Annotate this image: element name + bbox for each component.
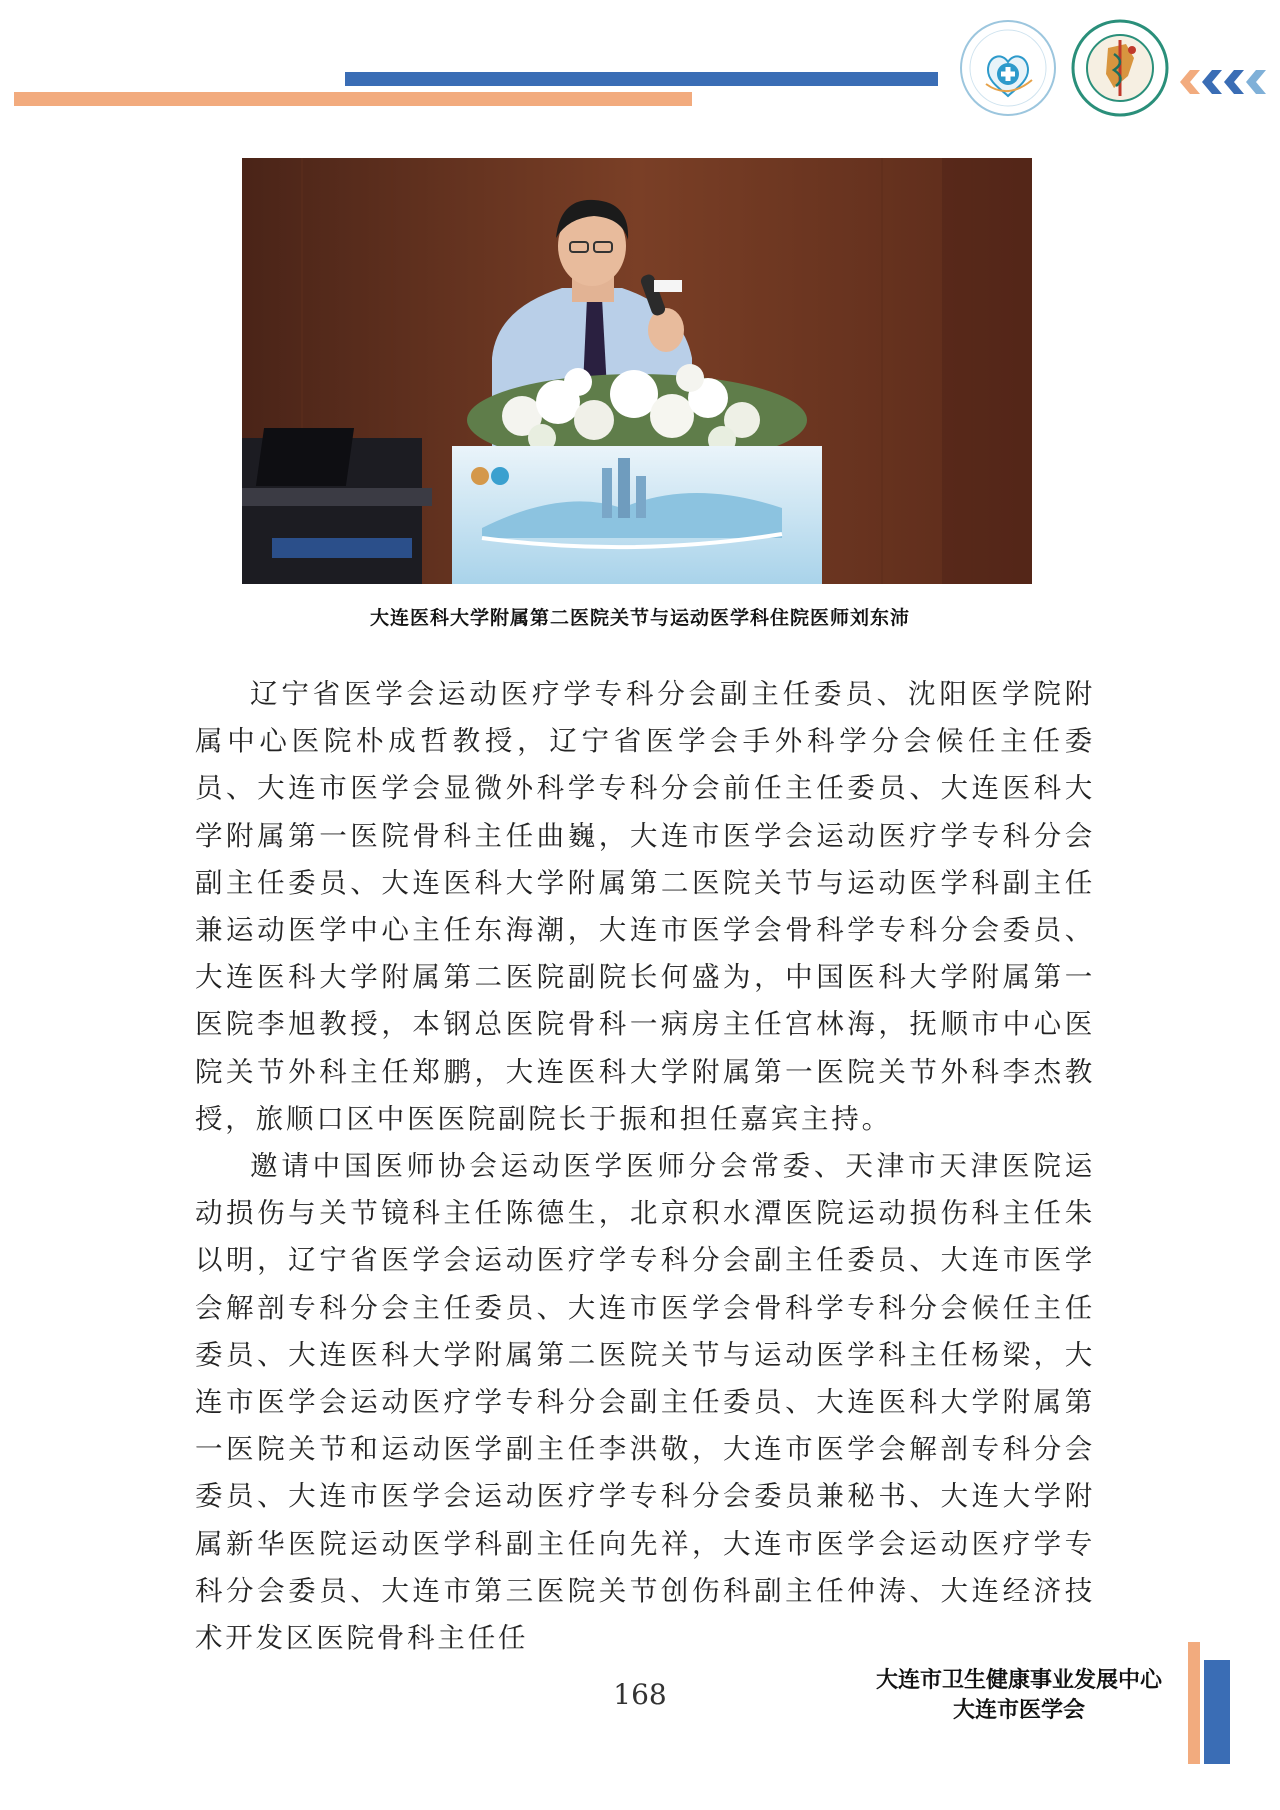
paragraph: 邀请中国医师协会运动医学医师分会常委、天津市天津医院运动损伤与关节镜科主任陈德生，北京积水潭医院运动损伤科主任朱以明，辽宁省医学会运动医疗学专科分会副主任委员、大连市医学会解剖专科分会主任委员、大连市医学会骨科学专科分会候任主任委员、大连医科大学附属第二医院关节与运动医学科主任杨梁，大连市医学会运动医疗学专科分会副主任委员、大连医科大学附属第一医院关节和运动医学副主任李洪敬，大连市医学会解剖专科分会委员、大连市医学会运动医疗学专科分会委员兼秘书、大连大学附属新华医院运动医学科副主任向先祥，大连市医学会运动医疗学专科分会委员、大连市第三医院关节创伤科副主任仲涛、大连经济技术开发区医院骨科主任任: [195, 1150, 1095, 1655]
speaker-photo: [242, 158, 1032, 584]
footer-organization: [876, 1666, 1162, 1726]
page-number: 168: [613, 1678, 667, 1711]
footer-blue-bar: [1204, 1660, 1230, 1764]
health-center-logo: [958, 18, 1058, 118]
footer-org-line-2: 大连市医学会: [952, 1698, 1085, 1723]
chevron-left-icons: [1180, 68, 1270, 96]
photo-caption: 大连医科大学附属第二医院关节与运动医学科住院医师刘东沛: [369, 607, 910, 629]
paragraph: 辽宁省医学会运动医疗学专科分会副主任委员、沈阳医学院附属中心医院朴成哲教授，辽宁省医学会手外科学分会候任主任委员、大连市医学会显微外科学专科分会前任主任委员、大连医科大学附属第一医院骨科主任曲巍，大连市医学会运动医疗学专科分会副主任委员、大连医科大学附属第二医院关节与运动医学科副主任兼运动医学中心主任东海潮，大连市医学会骨科学专科分会委员、大连医科大学附属第二医院副院长何盛为，中国医科大学附属第一医院李旭教授，本钢总医院骨科一病房主任宫林海，抚顺市中心医院关节外科主任郑鹏，大连医科大学附属第一医院关节外科李杰教授，旅顺口区中医医院副院长于振和担任嘉宾主持。: [195, 678, 1095, 1135]
footer-org-line-1: 大连市卫生健康事业发展中心: [875, 1668, 1162, 1693]
footer-orange-bar: [1188, 1642, 1200, 1764]
medical-association-logo: [1070, 18, 1170, 118]
header-blue-bar: [345, 72, 938, 86]
header-orange-bar: [14, 92, 692, 106]
article-body: [195, 671, 1095, 1662]
